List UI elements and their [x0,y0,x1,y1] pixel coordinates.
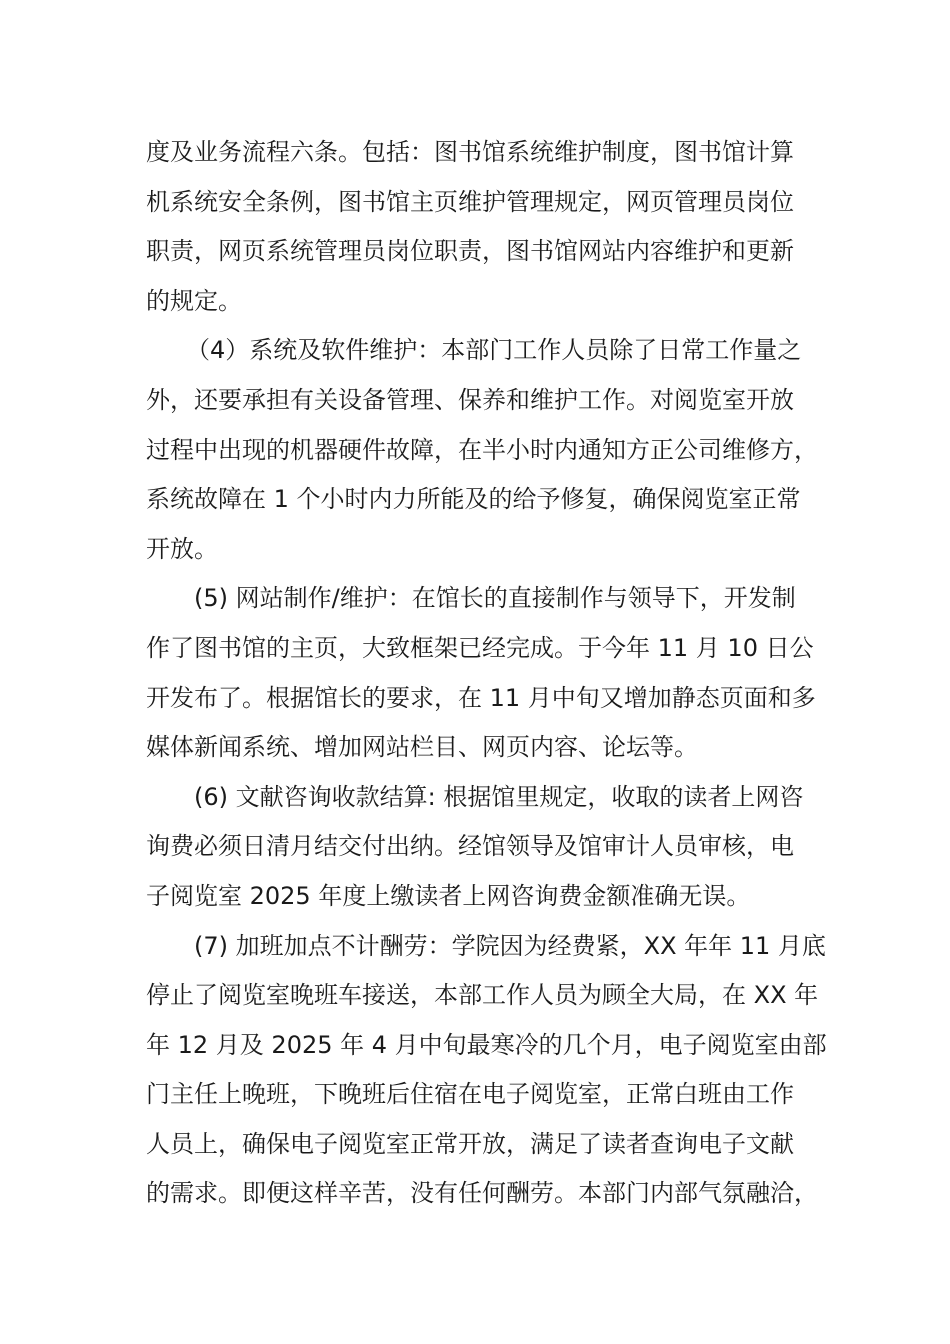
paragraph-6-first-line: (6) 文献咨询收款结算: 根据馆里规定，收取的读者上网咨 [194,782,804,811]
text-line: 媒体新闻系统、增加网站栏目、网页内容、论坛等。 [146,733,698,762]
document-body [146,128,826,1219]
text-line: 职责，网页系统管理员岗位职责，图书馆网站内容维护和更新 [146,237,794,266]
text-line: 子阅览室 2025 年度上缴读者上网咨询费金额准确无误。 [146,881,751,910]
text-line: 年 12 月及 2025 年 4 月中旬最寒冷的几个月，电子阅览室由部 [146,1030,827,1059]
paragraph-7-first-line: (7) 加班加点不计酬劳：学院因为经费紧，XX 年年 11 月底 [194,931,826,960]
text-line: 过程中出现的机器硬件故障，在半小时内通知方正公司维修方， [146,435,818,464]
text-line: 的需求。即便这样辛苦，没有任何酬劳。本部门内部气氛融洽， [146,1179,818,1208]
text-line: 的规定。 [146,286,242,315]
text-line: 机系统安全条例，图书馆主页维护管理规定，网页管理员岗位 [146,187,794,216]
text-line: 人员上，确保电子阅览室正常开放，满足了读者查询电子文献 [146,1129,794,1158]
paragraph-4-first-line: （4）系统及软件维护：本部门工作人员除了日常工作量之 [186,336,802,365]
text-line: 作了图书馆的主页，大致框架已经完成。于今年 11 月 10 日公 [146,633,814,662]
text-line: 外，还要承担有关设备管理、保养和维护工作。对阅览室开放 [146,385,794,414]
text-line: 门主任上晚班，下晚班后住宿在电子阅览室，正常白班由工作 [146,1080,794,1109]
text-line: 系统故障在 1 个小时内力所能及的给予修复，确保阅览室正常 [146,485,801,514]
text-line: 停止了阅览室晚班车接送，本部工作人员为顾全大局，在 XX 年 [146,981,819,1010]
text-line: 开放。 [146,534,218,563]
paragraph-5-first-line: (5) 网站制作/维护：在馆长的直接制作与领导下，开发制 [194,584,796,613]
text-line: 询费必须日清月结交付出纳。经馆领导及馆审计人员审核，电 [146,832,794,861]
text-line: 度及业务流程六条。包括：图书馆系统维护制度，图书馆计算 [146,138,794,166]
text-line: 开发布了。根据馆长的要求，在 11 月中旬又增加静态页面和多 [146,683,816,712]
